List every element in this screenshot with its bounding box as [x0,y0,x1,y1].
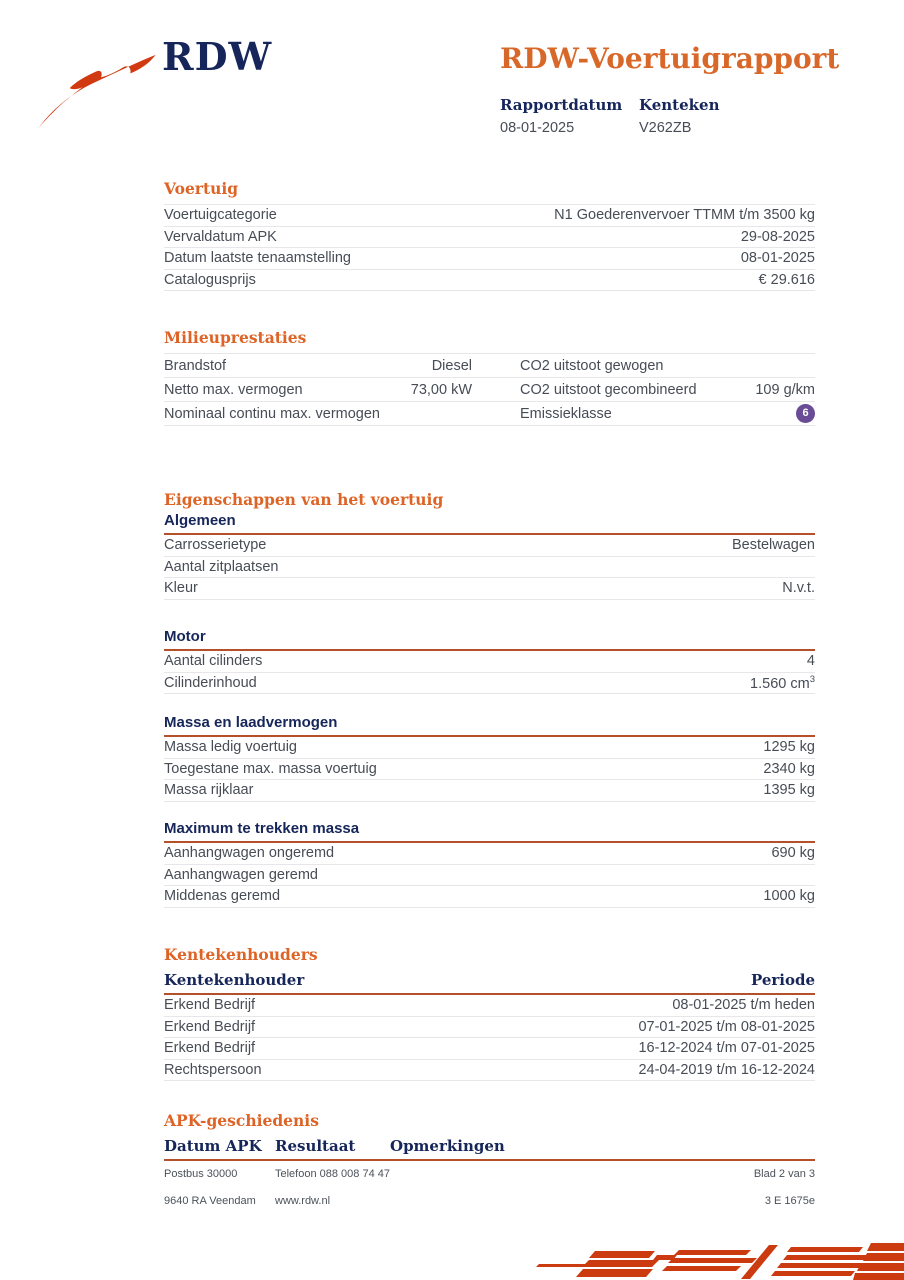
row-value: € 29.616 [758,271,815,288]
table-header [164,971,815,995]
row-value: 1000 kg [763,888,815,905]
row-label: Aanhangwagen ongeremd [164,845,335,862]
row-value: 1295 kg [763,739,815,756]
table-row [164,535,815,557]
holder-period: 24-04-2019 t/m 16-12-2024 [638,1061,815,1078]
row-label: Carrosserietype [164,537,267,554]
page-title: RDW-Voertuigrapport [500,42,840,75]
holder-name: Erkend Bedrijf [164,997,256,1014]
row-label: Vervaldatum APK [164,228,277,245]
rdw-stripes-graphic [519,1233,904,1280]
holder-period: 16-12-2024 t/m 07-01-2025 [638,1040,815,1057]
row-label: Catalogusprijs [164,271,256,288]
footer-page-number: Blad 2 van 3 [753,1168,815,1180]
table-row [164,1038,815,1060]
table-row [164,354,815,378]
table-row [164,205,815,227]
section-title: Eigenschappen van het voertuig [164,490,444,509]
report-date-block [500,96,622,136]
row-label: Netto max. vermogen [164,381,303,398]
holder-period: 07-01-2025 t/m 08-01-2025 [638,1018,815,1035]
row-value: 08-01-2025 [740,250,815,267]
column-header-opmerkingen: Opmerkingen [390,1137,505,1155]
footer-website: www.rdw.nl [275,1195,331,1207]
row-label: Voertuigcategorie [164,207,277,224]
table-row [164,673,815,695]
holder-name: Erkend Bedrijf [164,1040,256,1057]
row-value: 29-08-2025 [740,228,815,245]
row-value: 1395 kg [763,782,815,799]
table-row [164,248,815,270]
row-value: Bestelwagen [731,537,815,554]
row-label: Aantal cilinders [164,653,263,670]
section-milieuprestaties [164,328,815,426]
section-title: Milieuprestaties [164,328,307,347]
table-row [164,995,815,1017]
row-value: 4 [806,653,815,670]
row-label: Middenas geremd [164,888,281,905]
table-row [164,843,815,865]
subsection-motor [164,628,815,694]
row-label: Kleur [164,580,198,597]
page-footer [164,1168,815,1222]
row-label: Aanhangwagen geremd [164,866,318,883]
table-row [164,886,815,908]
license-plate-label: Kenteken [639,96,720,114]
milieu-rows [164,353,815,426]
row-label: Massa rijklaar [164,782,254,799]
section-title: APK-geschiedenis [164,1111,319,1130]
row-label: CO2 uitstoot gecombineerd [520,381,697,398]
row-value: 2340 kg [763,760,815,777]
row-label: Cilinderinhoud [164,674,257,691]
rdw-feather-icon [34,48,162,136]
subsection-title: Motor [164,628,815,651]
table-row [164,270,815,292]
table-row [164,378,815,402]
row-value: N1 Goederenvervoer TTMM t/m 3500 kg [554,207,815,224]
subsection-title: Massa en laadvermogen [164,714,815,737]
voertuig-rows [164,204,815,291]
subsection-title: Maximum te trekken massa [164,820,815,843]
footer-phone: Telefoon 088 008 74 47 [275,1168,390,1180]
holder-period: 08-01-2025 t/m heden [672,997,815,1014]
row-value: 109 g/km [755,381,815,398]
row-value: N.v.t. [782,580,815,597]
section-eigenschappen-title [164,490,815,509]
row-value: 690 kg [771,845,815,862]
row-value: 1.560 $cm^3$ [750,673,815,692]
table-row [164,651,815,673]
row-label: Toegestane max. massa voertuig [164,760,377,777]
table-row [164,865,815,887]
section-kentekenhouders [164,945,815,1081]
footer-city: 9640 RA Veendam [164,1195,256,1207]
holder-name: Rechtspersoon [164,1061,262,1078]
report-date-label: Rapportdatum [500,96,623,114]
footer-pobox: Postbus 30000 [164,1168,238,1180]
license-plate-block [639,96,719,136]
row-label: CO2 uitstoot gewogen [520,357,664,374]
section-voertuig [164,179,815,291]
row-label: Massa ledig voertuig [164,739,297,756]
holder-name: Erkend Bedrijf [164,1018,256,1035]
report-date-value: 08-01-2025 [500,120,575,136]
table-row [164,1017,815,1039]
table-row [164,557,815,579]
row-label: Datum laatste tenaamstelling [164,250,351,267]
license-plate-value: V262ZB [639,120,692,136]
subsection-massa [164,714,815,802]
column-header-resultaat: Resultaat [275,1137,356,1155]
footer-doc-code: 3 E 1675e [764,1195,815,1207]
row-label: Aantal zitplaatsen [164,558,279,575]
subsection-maximum-trekken [164,820,815,908]
subsection-title: Algemeen [164,512,815,535]
table-row [164,227,815,249]
column-header-kentekenhouder: Kentekenhouder [164,971,305,989]
table-row [164,780,815,802]
subsection-algemeen [164,512,815,600]
row-label: Brandstof [164,357,227,374]
rdw-logo-text: RDW [162,34,273,79]
table-row [164,737,815,759]
emission-class-badge: 6 [796,404,815,423]
table-row [164,578,815,600]
section-title: Voertuig [164,179,239,198]
row-value: Diesel [431,357,472,374]
row-value: 73,00 kW [410,381,472,398]
table-row [164,759,815,781]
table-row [164,402,815,426]
row-label: Emissieklasse [520,405,612,422]
row-label: Nominaal continu max. vermogen [164,405,380,422]
section-title: Kentekenhouders [164,945,318,964]
column-header-datum-apk: Datum APK [164,1137,262,1155]
table-header [164,1137,815,1161]
table-row [164,1060,815,1082]
column-header-periode: Periode [750,971,815,989]
section-apk-geschiedenis [164,1111,815,1161]
